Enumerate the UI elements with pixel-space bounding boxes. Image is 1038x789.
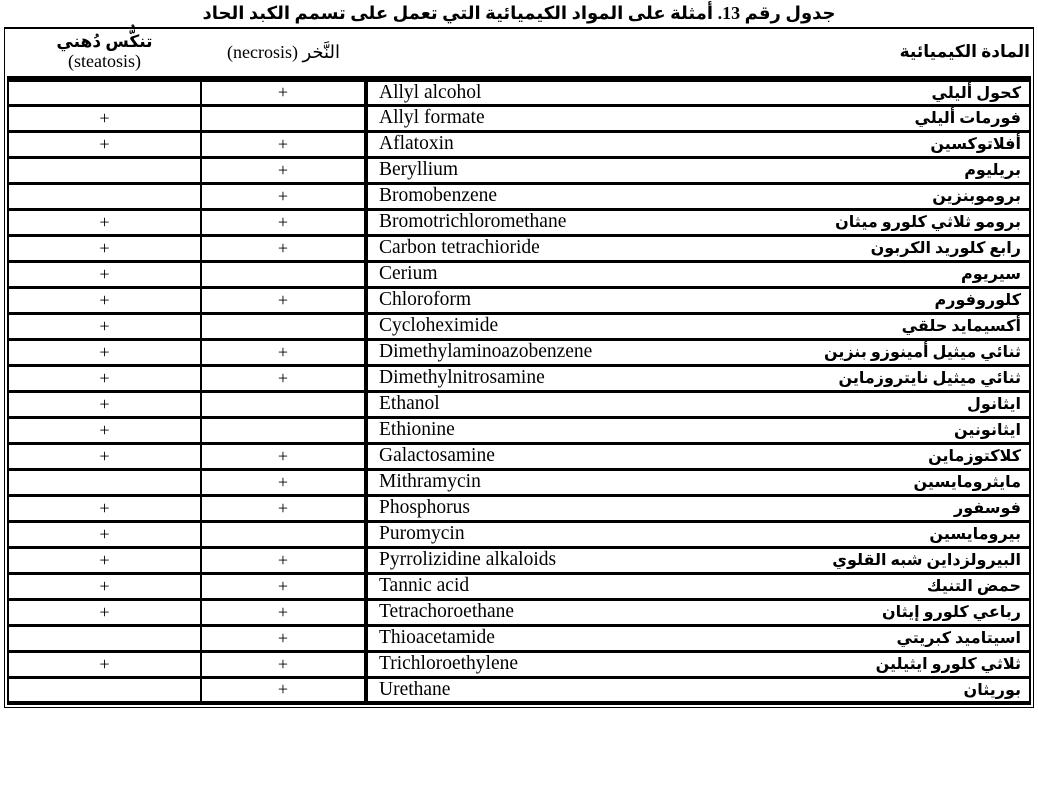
header-chemical-substance: المادة الكيميائية (366, 29, 1030, 79)
table-row (8, 521, 1030, 547)
necrosis-mark: + (201, 131, 366, 157)
chemical-cell (366, 235, 1030, 261)
chemical-name-ar: ايثانول (967, 396, 1021, 414)
chemical-name-ar: رباعي كلورو إيثان (881, 604, 1021, 622)
steatosis-mark: + (8, 261, 201, 287)
chemical-name-ar: فوسفور (954, 500, 1021, 518)
chemical-cell (366, 183, 1030, 209)
table-row (8, 339, 1030, 365)
chemical-name-ar: ثنائي ميثيل نايتروزماين (838, 370, 1021, 388)
table-row (8, 495, 1030, 521)
chemical-name-en: Mithramycin (379, 471, 481, 493)
necrosis-mark: + (201, 469, 366, 495)
table-row (8, 469, 1030, 495)
table-row (8, 625, 1030, 651)
chemical-name-en: Dimethylnitrosamine (379, 367, 545, 389)
chemical-name-ar: مايثرومايسين (913, 474, 1021, 492)
chemical-name-en: Urethane (379, 678, 451, 700)
chemical-cell (366, 79, 1030, 106)
chemical-name-ar: بريليوم (964, 162, 1021, 180)
chemical-name-en: Thioacetamide (379, 627, 495, 649)
steatosis-mark: + (8, 365, 201, 391)
chemical-name-en: Tannic acid (379, 575, 470, 597)
header-steatosis-arabic: تنكُّس دُهني (56, 31, 153, 51)
chemical-name-en: Cerium (379, 263, 438, 285)
table-row (8, 365, 1030, 391)
table-row (8, 157, 1030, 183)
table-row (8, 131, 1030, 157)
steatosis-mark: + (8, 599, 201, 625)
necrosis-mark: + (201, 183, 366, 209)
steatosis-mark: + (8, 209, 201, 235)
necrosis-mark (201, 105, 366, 131)
necrosis-mark: + (201, 599, 366, 625)
steatosis-mark: + (8, 495, 201, 521)
necrosis-mark (201, 313, 366, 339)
chemical-name-ar: بوريثان (963, 681, 1021, 699)
steatosis-mark: + (8, 521, 201, 547)
chemical-cell (366, 521, 1030, 547)
necrosis-mark: + (201, 287, 366, 313)
chemical-name-ar: حمض التنيك (926, 578, 1021, 596)
chemical-name-en: Chloroform (379, 289, 472, 311)
chemical-name-en: Allyl alcohol (379, 81, 482, 103)
necrosis-mark (201, 521, 366, 547)
table-row (8, 79, 1030, 106)
chemical-name-en: Allyl formate (379, 107, 485, 129)
chemical-name-ar: كلوروفورم (934, 292, 1021, 310)
chemical-cell (366, 365, 1030, 391)
chemical-name-en: Carbon tetrachioride (379, 237, 540, 259)
steatosis-mark: + (8, 443, 201, 469)
steatosis-mark: + (8, 417, 201, 443)
table-row (8, 183, 1030, 209)
chemical-cell (366, 443, 1030, 469)
chemical-name-ar: أكسيمايد حلقي (901, 318, 1021, 336)
chemical-name-en: Cycloheximide (379, 315, 499, 337)
steatosis-mark (8, 79, 201, 106)
steatosis-mark (8, 625, 201, 651)
table-row (8, 599, 1030, 625)
table-row (8, 105, 1030, 131)
steatosis-mark: + (8, 287, 201, 313)
table-row (8, 209, 1030, 235)
steatosis-mark: + (8, 651, 201, 677)
chemical-cell (366, 131, 1030, 157)
chemical-cell (366, 469, 1030, 495)
necrosis-mark: + (201, 651, 366, 677)
chemicals-table-frame (4, 27, 1034, 709)
steatosis-mark (8, 157, 201, 183)
table-row (8, 443, 1030, 469)
header-steatosis (8, 29, 201, 79)
steatosis-mark (8, 469, 201, 495)
chemical-name-ar: كلاكتوزماين (928, 448, 1021, 466)
chemical-name-en: Trichloroethylene (379, 653, 519, 675)
chemical-name-ar: بيرومايسين (929, 526, 1021, 544)
necrosis-mark: + (201, 443, 366, 469)
necrosis-mark (201, 417, 366, 443)
header-steatosis-english: (steatosis) (68, 50, 141, 71)
chemical-name-en: Dimethylaminoazobenzene (379, 341, 593, 363)
chemical-cell (366, 313, 1030, 339)
chemical-name-ar: رابع كلوريد الكربون (870, 240, 1021, 258)
chemical-name-en: Aflatoxin (379, 133, 454, 155)
steatosis-mark: + (8, 339, 201, 365)
chemical-name-en: Beryllium (379, 159, 459, 181)
necrosis-mark (201, 261, 366, 287)
necrosis-mark: + (201, 677, 366, 703)
chemical-name-en: Galactosamine (379, 445, 495, 467)
table-row (8, 235, 1030, 261)
chemical-cell (366, 391, 1030, 417)
chemical-name-ar: كحول أليلي (931, 84, 1021, 102)
table-row (8, 287, 1030, 313)
chemical-cell (366, 287, 1030, 313)
necrosis-mark: + (201, 625, 366, 651)
chemical-cell (366, 599, 1030, 625)
necrosis-mark: + (201, 547, 366, 573)
chemical-name-ar: أفلاتوكسين (930, 136, 1021, 154)
steatosis-mark: + (8, 235, 201, 261)
chemical-cell (366, 157, 1030, 183)
table-row (8, 261, 1030, 287)
steatosis-mark (8, 677, 201, 703)
chemical-cell (366, 495, 1030, 521)
header-necrosis (201, 29, 366, 79)
steatosis-mark: + (8, 131, 201, 157)
steatosis-mark: + (8, 313, 201, 339)
header-row (8, 29, 1030, 79)
chemicals-table (7, 29, 1031, 706)
necrosis-mark: + (201, 157, 366, 183)
chemical-name-ar: فورمات أليلي (914, 110, 1021, 128)
chemical-name-ar: ايثانونين (953, 422, 1021, 440)
chemical-cell (366, 625, 1030, 651)
chemical-name-ar: ثنائي ميثيل أمينوزو بنزين (823, 344, 1021, 362)
necrosis-mark: + (201, 365, 366, 391)
chemical-name-en: Pyrrolizidine alkaloids (379, 549, 557, 571)
chemical-name-en: Puromycin (379, 523, 465, 545)
table-row (8, 677, 1030, 703)
chemical-cell (366, 261, 1030, 287)
steatosis-mark: + (8, 573, 201, 599)
table-body (8, 79, 1030, 704)
table-row (8, 391, 1030, 417)
table-row (8, 651, 1030, 677)
chemical-cell (366, 339, 1030, 365)
chemical-cell (366, 417, 1030, 443)
chemical-name-en: Bromotrichloromethane (379, 211, 567, 233)
necrosis-mark: + (201, 235, 366, 261)
chemical-name-ar: البيرولزداين شبه القلوي (832, 552, 1021, 570)
table-row (8, 313, 1030, 339)
steatosis-mark: + (8, 105, 201, 131)
chemical-name-ar: اسيتاميد كبريتي (896, 630, 1021, 648)
chemical-name-en: Bromobenzene (379, 185, 498, 207)
necrosis-mark (201, 391, 366, 417)
chemical-cell (366, 573, 1030, 599)
table-row (8, 547, 1030, 573)
table-header (8, 29, 1030, 79)
chemical-cell (366, 677, 1030, 703)
necrosis-mark: + (201, 573, 366, 599)
chemical-cell (366, 547, 1030, 573)
chemical-name-en: Ethanol (379, 393, 440, 415)
steatosis-mark (8, 183, 201, 209)
header-necrosis-label: النَّخر (necrosis) (227, 41, 340, 62)
chemical-name-en: Ethionine (379, 419, 455, 441)
necrosis-mark: + (201, 79, 366, 106)
table-title: جدول رقم 13. أمثلة على المواد الكيميائية التي تعمل على تسمم الكبد الحاد (202, 3, 836, 23)
chemical-name-ar: سيريوم (961, 266, 1021, 284)
chemical-name-ar: بروموبنزين (932, 188, 1021, 206)
chemical-name-en: Tetrachoroethane (379, 601, 515, 623)
table-row (8, 417, 1030, 443)
table-row (8, 573, 1030, 599)
steatosis-mark: + (8, 547, 201, 573)
chemical-cell (366, 651, 1030, 677)
chemical-name-en: Phosphorus (379, 497, 471, 519)
chemical-cell (366, 105, 1030, 131)
chemical-name-ar: برومو ثلاثي كلورو ميثان (835, 214, 1021, 232)
necrosis-mark: + (201, 495, 366, 521)
chemical-cell (366, 209, 1030, 235)
chemical-name-ar: ثلاثي كلورو ايثيلين (875, 656, 1021, 674)
necrosis-mark: + (201, 209, 366, 235)
steatosis-mark: + (8, 391, 201, 417)
necrosis-mark: + (201, 339, 366, 365)
